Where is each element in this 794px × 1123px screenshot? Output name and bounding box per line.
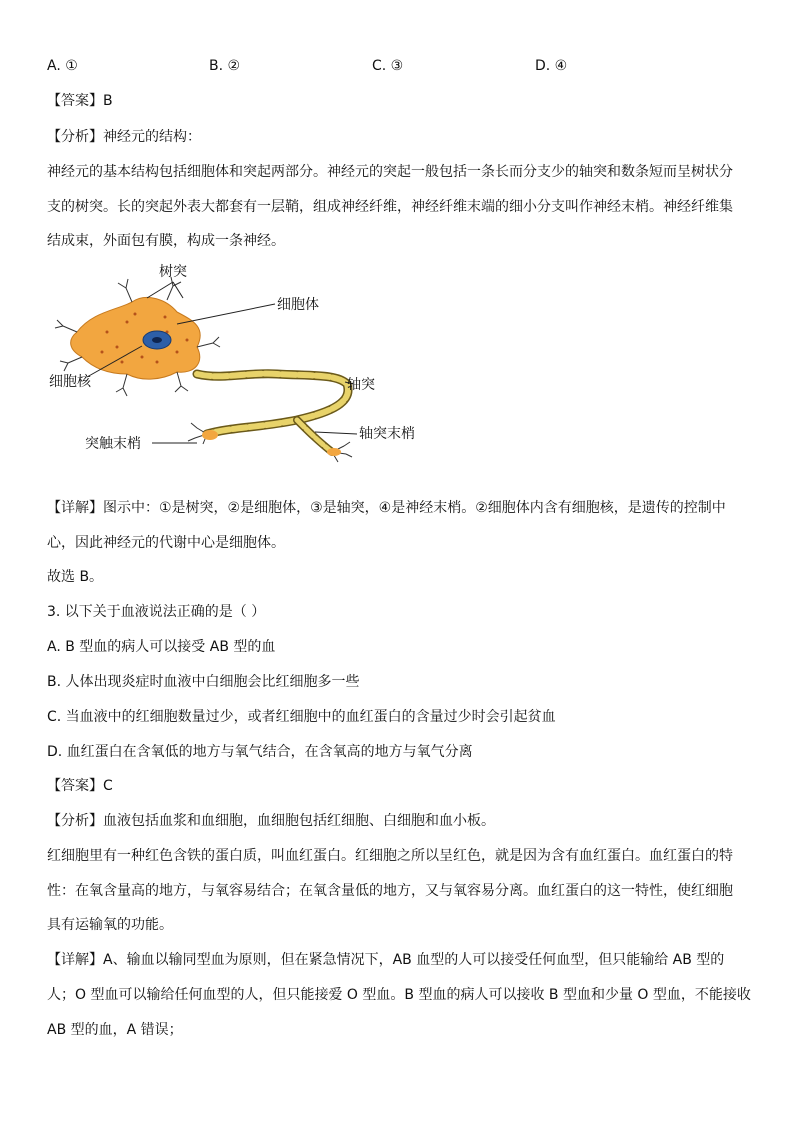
q2-answer: 【答案】B: [47, 93, 113, 109]
label-dendrite: 树突: [159, 264, 187, 280]
neuron-diagram: [47, 262, 447, 472]
q3-option-c: C. 当血液中的红细胞数量过少，或者红细胞中的血红蛋白的含量过少时会引起贫血: [47, 709, 556, 725]
q3-option-b: B. 人体出现炎症时血液中白细胞会比红细胞多一些: [47, 674, 360, 690]
q3-detail-line-2: 人；O 型血可以输给任何血型的人，但只能接爱 O 型血。B 型血的病人可以接收 B 型血和少量 O 型血，不能接收: [47, 987, 751, 1003]
q3-question: 3. 以下关于血液说法正确的是（ ）: [47, 604, 266, 620]
option-a: A. ①: [47, 58, 78, 74]
q2-detail-line-2: 心，因此神经元的代谢中心是细胞体。: [47, 535, 285, 551]
q2-analysis-line-2: 支的树突。长的突起外表大都套有一层鞘，组成神经纤维，神经纤维末端的细小分支叫作神经末梢。神经纤维集: [47, 199, 733, 215]
q3-analysis: 【分析】血液包括血浆和血细胞，血细胞包括红细胞、白细胞和血小板。: [47, 813, 495, 829]
q3-analysis-line-3: 具有运输氧的功能。: [47, 917, 173, 933]
q3-option-d: D. 血红蛋白在含氧低的地方与氧气结合，在含氧高的地方与氧气分离: [47, 744, 473, 760]
label-nucleus: 细胞核: [49, 374, 91, 390]
option-d: D. ④: [535, 58, 568, 74]
q3-answer: 【答案】C: [47, 778, 113, 794]
q3-option-a: A. B 型血的病人可以接受 AB 型的血: [47, 639, 276, 655]
label-axon: 轴突: [347, 377, 375, 393]
q2-conclusion: 故选 B。: [47, 569, 104, 585]
q3-analysis-line-2: 性：在氧含量高的地方，与氧容易结合；在氧含量低的地方，又与氧容易分离。血红蛋白的这一特性，使红细胞: [47, 883, 733, 899]
q3-detail-line-3: AB 型的血，A 错误；: [47, 1022, 183, 1038]
option-c: C. ③: [372, 58, 404, 74]
q3-analysis-line-1: 红细胞里有一种红色含铁的蛋白质，叫血红蛋白。红细胞之所以呈红色，就是因为含有血红蛋白。血红蛋白的特: [47, 848, 733, 864]
q2-analysis-title: 【分析】神经元的结构：: [47, 129, 201, 145]
label-cell-body: 细胞体: [277, 297, 319, 313]
q3-detail-line-1: 【详解】A、输血以输同型血为原则，但在紧急情况下，AB 血型的人可以接受任何血型，但只能输给 AB 型的: [47, 952, 725, 968]
option-b: B. ②: [209, 58, 241, 74]
label-axon-terminal: 轴突末梢: [359, 426, 415, 442]
q2-detail-line-1: 【详解】图示中：①是树突，②是细胞体，③是轴突，④是神经末梢。②细胞体内含有细胞核，是遗传的控制中: [47, 500, 726, 516]
label-synaptic-terminal: 突触末梢: [85, 436, 141, 452]
q2-analysis-line-1: 神经元的基本结构包括细胞体和突起两部分。神经元的突起一般包括一条长而分支少的轴突和数条短而呈树状分: [47, 164, 733, 180]
q2-analysis-line-3: 结成束，外面包有膜，构成一条神经。: [47, 233, 285, 249]
